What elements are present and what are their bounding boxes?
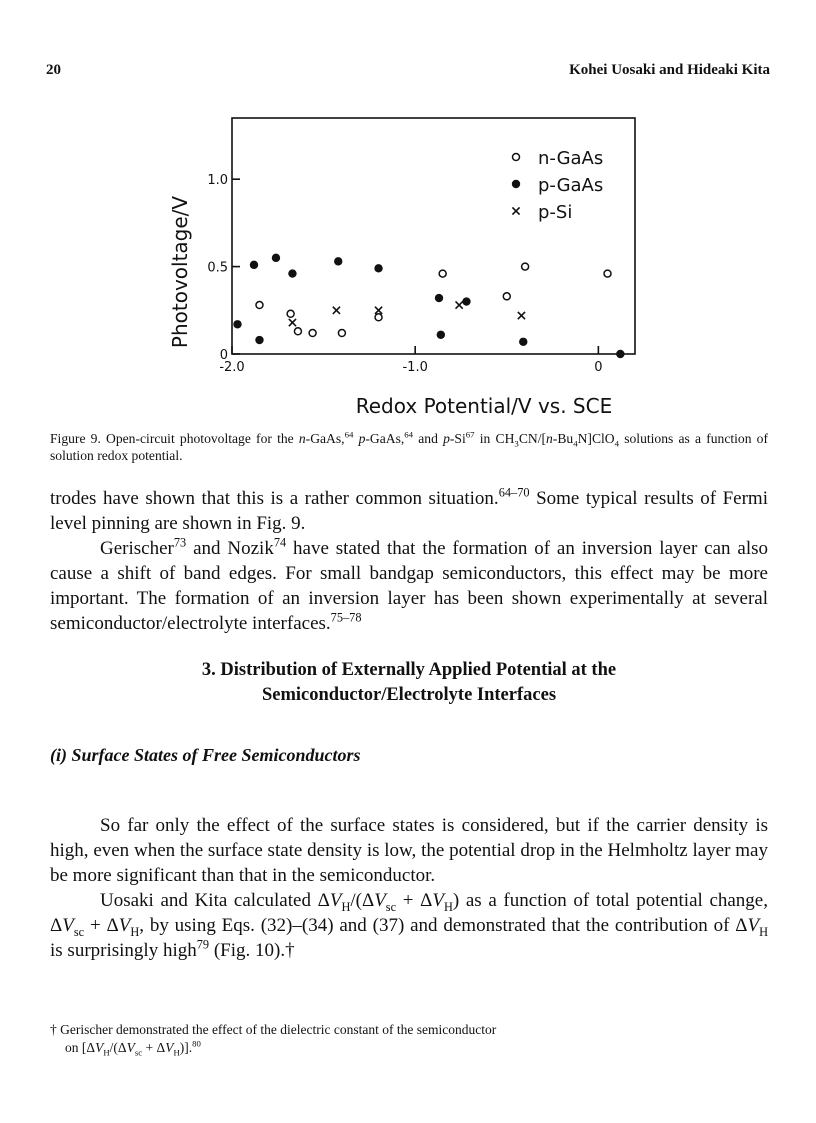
- p-si-point: [518, 312, 525, 319]
- y-axis-label: Photovoltage/V: [168, 195, 192, 349]
- n-gaas-point: [375, 314, 382, 321]
- page-number: 20: [46, 62, 61, 78]
- p-gaas-point: [288, 269, 296, 277]
- p-gaas-point: [334, 257, 342, 265]
- legend-marker-n-gaas: [513, 154, 520, 161]
- p-gaas-point: [233, 320, 241, 328]
- paragraph: Gerischer$^{73}$ and Nozik$^{74}$ have stated that the formation of an inversion layer can also cause a shift of band edges. For small bandgap semiconductors, this effect may be more important. The formation of an inversion layer has been shown experimentally at several semiconductor/electrolyte interfaces.$^{75-78}$: [50, 535, 768, 634]
- p-gaas-point: [519, 338, 527, 346]
- n-gaas-point: [256, 302, 263, 309]
- p-gaas-point: [616, 350, 624, 358]
- p-si-point: [375, 307, 382, 314]
- x-tick-label: 0: [594, 360, 603, 375]
- body-text-section-2: [50, 813, 768, 963]
- n-gaas-point: [604, 270, 611, 277]
- paragraph: So far only the effect of the surface states is considered, but if the carrier density is high, even when the surface state density is low, the potential drop in the Helmholtz layer may be more significant than that in the semiconductor.: [50, 815, 768, 886]
- p-gaas-point: [250, 261, 258, 269]
- figure-caption: Figure 9. Open-circuit photovoltage for the n-GaAs,$^{64}$ p-GaAs,$^{64}$ and p-Si$^{67}$ in $CH_3CN/[n-Bu_4N]ClO_4$ solutions as a function of solution redox potential.: [50, 429, 769, 463]
- y-tick-label: 0.5: [207, 260, 228, 276]
- p-gaas-point: [437, 331, 445, 339]
- paragraph: Uosaki and Kita calculated $\Delta V_H/(\Delta V_{sc} + \Delta V_H)$ as a function of total potential change, $\Delta V_{sc} + \Delta V_H$, by using Eqs. (32)–(34) and (37) and demonstrated that the contribution of $\Delta V_H$ is surprisingly high$^{79}$ (Fig. 10).†: [50, 890, 769, 961]
- p-gaas-point: [272, 254, 280, 262]
- p-gaas-point: [374, 264, 382, 272]
- legend-label-p-si: p-Si: [538, 202, 573, 223]
- section-heading: 3. Distribution of Externally Applied Potential at the Semiconductor/Electrolyte Interfaces: [201, 660, 617, 705]
- n-gaas-point: [439, 270, 446, 277]
- legend-marker-p-si: [512, 207, 519, 214]
- figure-9-chart: [0, 0, 816, 430]
- p-gaas-point: [462, 297, 470, 305]
- p-gaas-point: [435, 294, 443, 302]
- running-head: Kohei Uosaki and Hideaki Kita: [569, 62, 770, 78]
- p-gaas-point: [255, 336, 263, 344]
- legend-label-p-gaas: p-GaAs: [538, 175, 604, 196]
- p-si-point: [456, 301, 463, 308]
- x-axis-label: Redox Potential/V vs. SCE: [355, 394, 613, 418]
- n-gaas-point: [522, 263, 529, 270]
- n-gaas-point: [287, 310, 294, 317]
- p-si-point: [289, 319, 296, 326]
- n-gaas-point: [294, 328, 301, 335]
- x-tick-label: -2.0: [219, 360, 245, 375]
- n-gaas-point: [338, 330, 345, 337]
- body-text-section-1: [50, 486, 768, 636]
- legend-label-n-gaas: n-GaAs: [538, 148, 604, 169]
- p-si-point: [333, 307, 340, 314]
- n-gaas-point: [309, 330, 316, 337]
- legend-marker-p-gaas: [512, 180, 520, 188]
- x-tick-label: -1.0: [402, 360, 428, 375]
- footnote: † Gerischer demonstrated the effect of the dielectric constant of the semiconductor on $[\Delta V_H/(\Delta V_{sc} + \Delta V_H)].^{80}$: [50, 1022, 497, 1058]
- y-tick-label: 0: [219, 348, 228, 363]
- n-gaas-point: [503, 293, 510, 300]
- y-tick-label: 1.0: [207, 173, 228, 189]
- subsection-heading: (i) Surface States of Free Semiconductors: [50, 745, 361, 765]
- paragraph: trodes have shown that this is a rather common situation.$^{64-70}$ Some typical results of Fermi level pinning are shown in Fig. 9.: [50, 485, 768, 534]
